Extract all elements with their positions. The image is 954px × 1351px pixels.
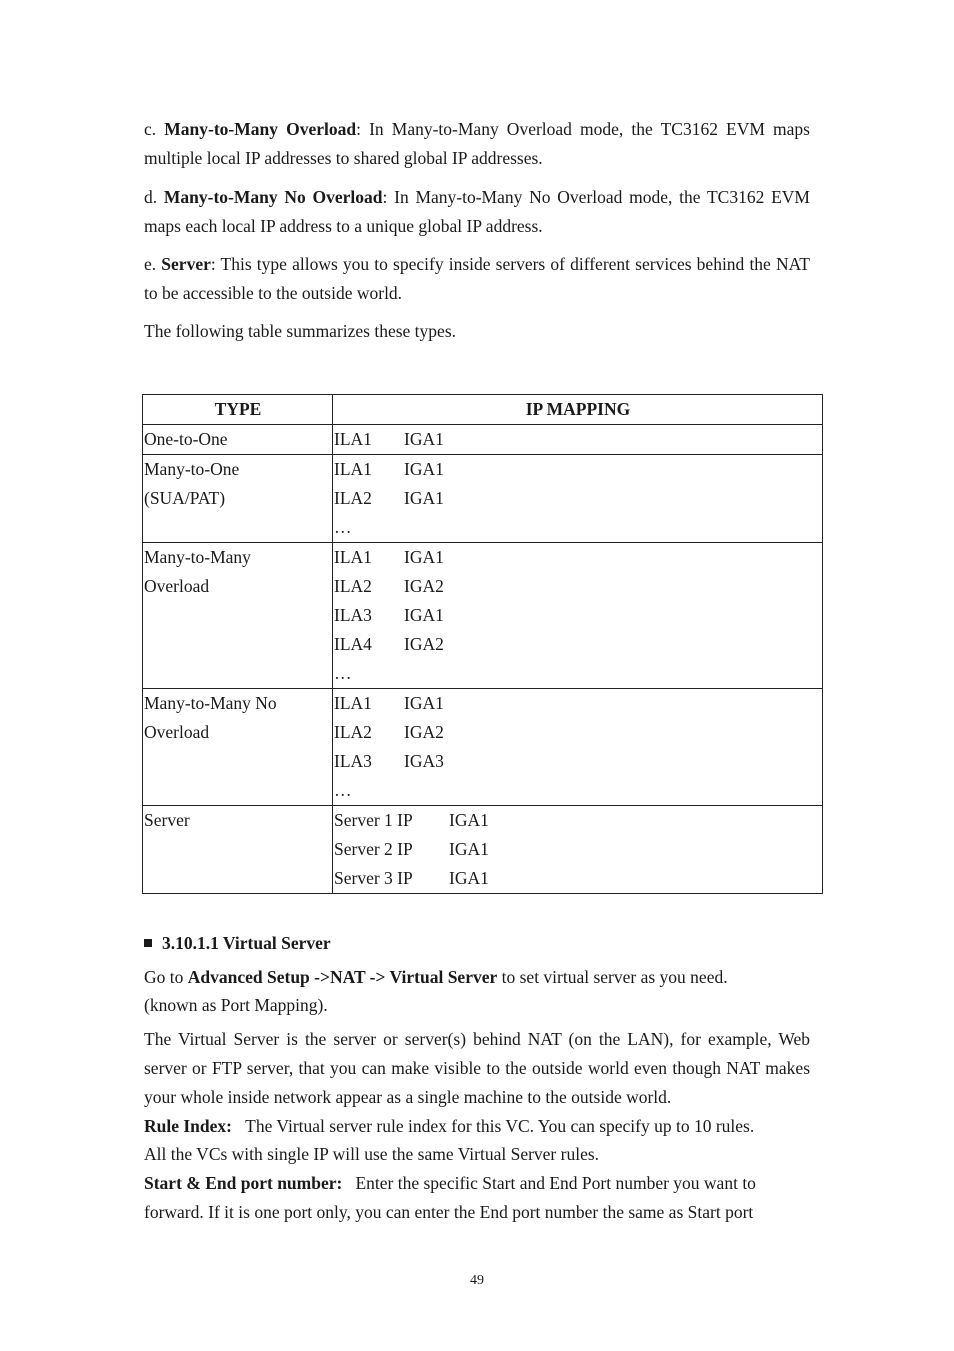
goto-note: (known as Port Mapping). [144,995,328,1015]
global-address: IGA1 [404,605,444,625]
rule-index-line [144,1112,810,1141]
mapping-cell [333,543,823,689]
global-address: IGA2 [404,576,444,596]
item-text: : In Many-to-Many Overload mode, the TC3162 EVM maps multiple local IP addresses to shared global IP addresses. [144,119,810,168]
mapping-line [334,806,822,835]
mapping-line [334,659,822,688]
mapping-line [334,601,822,630]
para-many-to-many-no-overload [144,183,810,241]
table-row [143,806,823,894]
type-cell [143,455,333,543]
type-label: Many-to-Many No [144,693,277,713]
header-type: TYPE [143,395,333,425]
mapping-cell [333,806,823,894]
mapping-line [334,776,822,805]
type-cell [143,425,333,455]
global-address: IGA1 [404,488,444,508]
virtual-server-description: The Virtual Server is the server or server(s) behind NAT (on the LAN), for example, Web server or FTP server, that you can make visible to the outside world even though NAT makes your whole inside network appear as a single machine to the outside world. [144,1029,810,1107]
local-address: … [334,780,352,800]
header-ip-mapping: IP MAPPING [333,395,823,425]
summary-sentence: The following table summarizes these types. [144,321,457,341]
rule-index-label: Rule Index: [144,1116,232,1136]
table-row [143,425,823,455]
goto-line [144,963,810,992]
global-address: IGA1 [404,547,444,567]
global-address: IGA1 [404,429,444,449]
type-cell [143,689,333,806]
global-address: IGA1 [449,810,489,830]
local-address: Server 3 IP [334,868,413,888]
rule-index-text: The Virtual server rule index for this VC. You can specify up to 10 rules. [245,1116,755,1136]
local-address: ILA1 [334,429,372,449]
local-address: … [334,517,352,537]
global-address: IGA1 [449,839,489,859]
local-address: Server 2 IP [334,839,413,859]
item-prefix: e. [144,254,162,274]
item-prefix: c. [144,119,165,139]
mapping-line [334,747,822,776]
port-number-line-2: forward. If it is one port only, you can enter the End port number the same as Start port [144,1202,754,1222]
item-text: : This type allows you to specify inside servers of different services behind the NAT to be accessible to the outside world. [144,254,810,303]
mapping-line [334,425,822,454]
type-cell [143,806,333,894]
global-address: IGA2 [404,722,444,742]
page-number: 49 [470,1273,484,1288]
mapping-line [334,543,822,572]
mapping-line [334,630,822,659]
local-address: ILA1 [334,547,372,567]
para-server [144,250,810,308]
mapping-line [334,455,822,484]
local-address: ILA2 [334,576,372,596]
port-number-label: Start & End port number: [144,1173,343,1193]
table-row [143,689,823,806]
mapping-cell [333,689,823,806]
local-address: ILA1 [334,693,372,713]
global-address: IGA3 [404,751,444,771]
section-title: 3.10.1.1 Virtual Server [162,933,331,953]
item-prefix: d. [144,187,164,207]
local-address: ILA1 [334,459,372,479]
local-address: … [334,663,352,683]
goto-prefix: Go to [144,967,188,987]
square-bullet-icon [144,939,152,947]
port-number-line [144,1169,810,1198]
type-label: Many-to-Many [144,547,251,567]
local-address: ILA3 [334,751,372,771]
table-row [143,455,823,543]
table-row [143,543,823,689]
mapping-line [334,864,822,893]
type-label: (SUA/PAT) [144,488,226,508]
type-label: One-to-One [144,429,228,449]
global-address: IGA1 [449,868,489,888]
nat-types-table [142,394,823,894]
local-address: ILA4 [334,634,372,654]
table-header-row [143,395,823,425]
global-address: IGA2 [404,634,444,654]
global-address: IGA1 [404,693,444,713]
mapping-cell [333,425,823,455]
local-address: ILA2 [334,488,372,508]
menu-path: Advanced Setup ->NAT -> Virtual Server [187,967,498,987]
mapping-line [334,689,822,718]
term-many-to-many-overload: Many-to-Many Overload [164,119,357,139]
type-cell [143,543,333,689]
local-address: ILA2 [334,722,372,742]
mapping-line [334,513,822,542]
term-server: Server [161,254,211,274]
type-label: Many-to-One [144,459,240,479]
mapping-cell [333,455,823,543]
port-number-text: Enter the specific Start and End Port number you want to [355,1173,756,1193]
mapping-line [334,484,822,513]
section-heading [144,929,331,958]
type-label: Overload [144,576,210,596]
para-many-to-many-overload [144,115,810,173]
rule-index-line-2: All the VCs with single IP will use the same Virtual Server rules. [144,1144,600,1164]
global-address: IGA1 [404,459,444,479]
mapping-line [334,718,822,747]
term-many-to-many-no-overload: Many-to-Many No Overload [163,187,383,207]
type-label: Server [144,810,190,830]
mapping-line [334,572,822,601]
goto-suffix: to set virtual server as you need. [497,967,728,987]
local-address: Server 1 IP [334,810,413,830]
mapping-line [334,835,822,864]
item-text: : In Many-to-Many No Overload mode, the TC3162 EVM maps each local IP address to a unique global IP address. [144,187,810,236]
local-address: ILA3 [334,605,372,625]
type-label: Overload [144,722,210,742]
